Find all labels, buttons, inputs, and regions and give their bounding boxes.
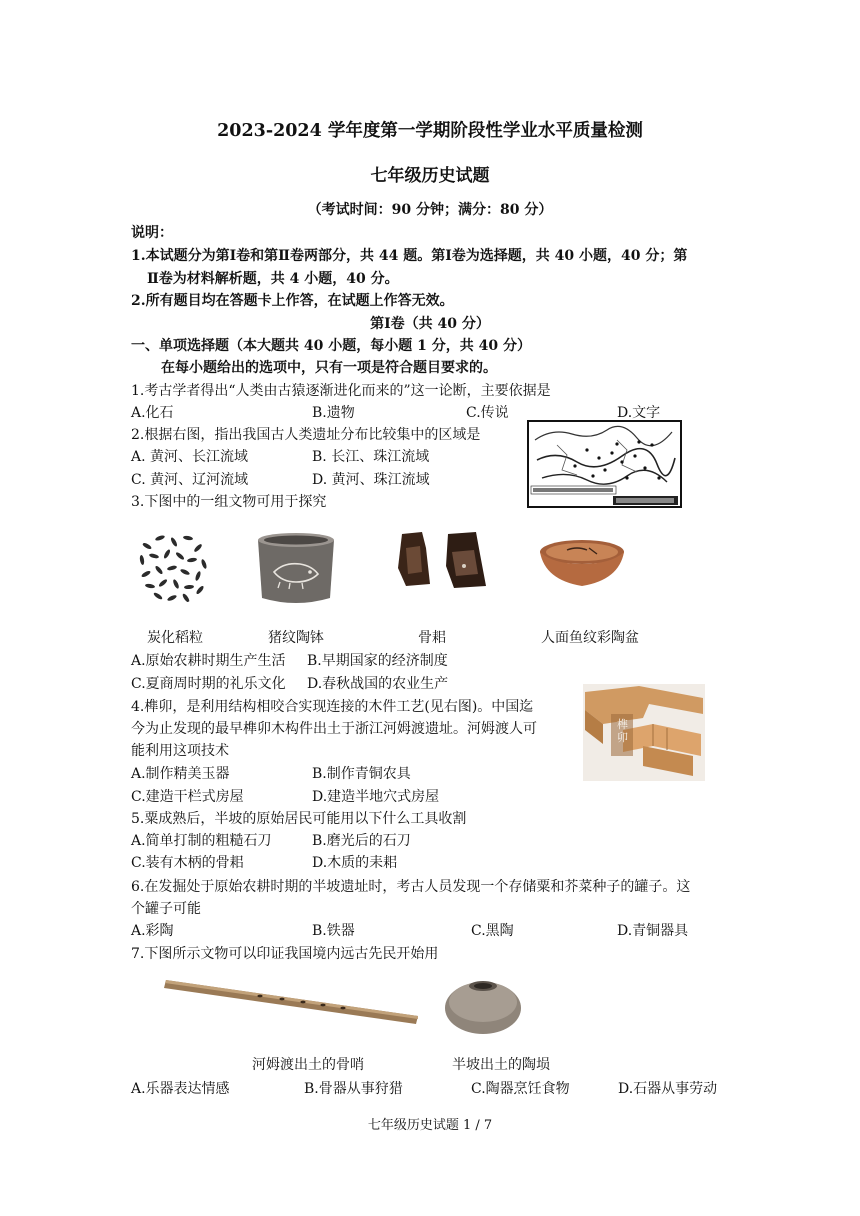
- q4-option-b: B.制作青铜农具: [312, 766, 411, 782]
- q7-stem: 7.下图所示文物可以印证我国境内远古先民开始用: [131, 946, 439, 962]
- q5-option-a: A.简单打制的粗糙石刀: [131, 833, 272, 849]
- q5-option-c: C.装有木柄的骨耜: [131, 855, 244, 871]
- q7-caption-1: 河姆渡出土的骨哨: [252, 1057, 364, 1073]
- q2-option-c: C. 黄河、辽河流域: [131, 472, 249, 488]
- q3-option-a: A.原始农耕时期生产生活: [131, 653, 286, 669]
- q7-option-b: B.骨器从事狩猎: [304, 1081, 403, 1097]
- q1-option-a: A.化石: [131, 405, 174, 421]
- mortise-tenon-figure: [583, 684, 705, 781]
- pottery-xun-figure: [440, 972, 526, 1038]
- section-note: 在每小题给出的选项中，只有一项是符合题目要求的。: [161, 360, 497, 376]
- q6-stem-1: 6.在发掘处于原始农耕时期的半坡遗址时，考古人员发现一个存储粟和芥菜种子的罐子。这: [131, 879, 691, 895]
- q2-stem: 2.根据右图，指出我国古人类遗址分布比较集中的区域是: [131, 427, 481, 443]
- pig-pottery-figure: [250, 528, 342, 610]
- q3-stem: 3.下图中的一组文物可用于探究: [131, 494, 327, 510]
- q4-option-d: D.建造半地穴式房屋: [312, 789, 440, 805]
- q4-option-c: C.建造干栏式房屋: [131, 789, 244, 805]
- q3-caption-3: 骨耜: [418, 630, 446, 646]
- q1-option-d: D.文字: [617, 405, 661, 421]
- exam-info: （考试时间：90 分钟；满分：80 分）: [307, 202, 553, 218]
- q1-option-b: B.遗物: [312, 405, 355, 421]
- page-footer: 七年级历史试题 1 / 7: [367, 1118, 493, 1133]
- q6-option-b: B.铁器: [312, 923, 355, 939]
- q7-caption-2: 半坡出土的陶埙: [452, 1057, 550, 1073]
- q6-option-a: A.彩陶: [131, 923, 174, 939]
- map-figure: [527, 420, 682, 508]
- q5-option-d: D.木质的耒耜: [312, 855, 398, 871]
- q3-option-d: D.春秋战国的农业生产: [307, 676, 449, 692]
- q6-option-d: D.青铜器具: [617, 923, 689, 939]
- q2-option-d: D. 黄河、珠江流域: [312, 472, 430, 488]
- instructions-label: 说明：: [131, 225, 173, 241]
- instruction-1b: Ⅱ卷为材料解析题，共 4 小题，40 分。: [147, 271, 399, 287]
- q2-option-a: A. 黄河、长江流域: [131, 449, 249, 465]
- section-heading: 一、单项选择题（本大题共 40 小题，每小题 1 分，共 40 分）: [131, 338, 531, 354]
- painted-basin-figure: [537, 536, 627, 590]
- q2-option-b: B. 长江、珠江流域: [312, 449, 430, 465]
- instruction-1a: 1.本试题分为第Ⅰ卷和第Ⅱ卷两部分，共 44 题。第Ⅰ卷为选择题，共 40 小题，40 分；第: [131, 248, 688, 264]
- q7-option-c: C.陶器烹饪食物: [471, 1081, 570, 1097]
- bone-whistle-figure: [160, 972, 424, 1030]
- q4-stem-1: 4.榫卯，是利用结构相咬合实现连接的木件工艺(见右图)。中国迄: [131, 699, 534, 715]
- q1-stem: 1.考古学者得出“人类由古猿逐渐进化而来的”这一论断，主要依据是: [131, 383, 551, 399]
- page-title: 2023-2024 学年度第一学期阶段性学业水平质量检测: [217, 121, 643, 141]
- q3-option-c: C.夏商周时期的礼乐文化: [131, 676, 286, 692]
- q3-caption-4: 人面鱼纹彩陶盆: [541, 630, 639, 646]
- volume-heading: 第Ⅰ卷（共 40 分）: [370, 316, 490, 332]
- q3-option-b: B.早期国家的经济制度: [307, 653, 448, 669]
- instruction-2: 2.所有题目均在答题卡上作答，在试题上作答无效。: [131, 293, 454, 309]
- q4-stem-2: 今为止发现的最早榫卯木构件出土于浙江河姆渡遗址。河姆渡人可: [131, 721, 537, 737]
- mortise-tenon-image-text: 榫卯: [617, 718, 628, 744]
- page-subtitle: 七年级历史试题: [370, 166, 490, 186]
- q6-stem-2: 个罐子可能: [131, 901, 201, 917]
- q4-option-a: A.制作精美玉器: [131, 766, 230, 782]
- q6-option-c: C.黑陶: [471, 923, 514, 939]
- rice-grains-figure: [132, 526, 214, 608]
- q7-option-d: D.石器从事劳动: [618, 1081, 718, 1097]
- q5-stem: 5.粟成熟后，半坡的原始居民可能用以下什么工具收割: [131, 811, 467, 827]
- q7-option-a: A.乐器表达情感: [131, 1081, 230, 1097]
- bone-spade-figure: [392, 528, 492, 590]
- q3-caption-1: 炭化稻粒: [147, 630, 203, 646]
- q4-stem-3: 能利用这项技术: [131, 743, 229, 759]
- q1-option-c: C.传说: [466, 405, 509, 421]
- q5-option-b: B.磨光后的石刀: [312, 833, 411, 849]
- q3-caption-2: 猪纹陶钵: [268, 630, 324, 646]
